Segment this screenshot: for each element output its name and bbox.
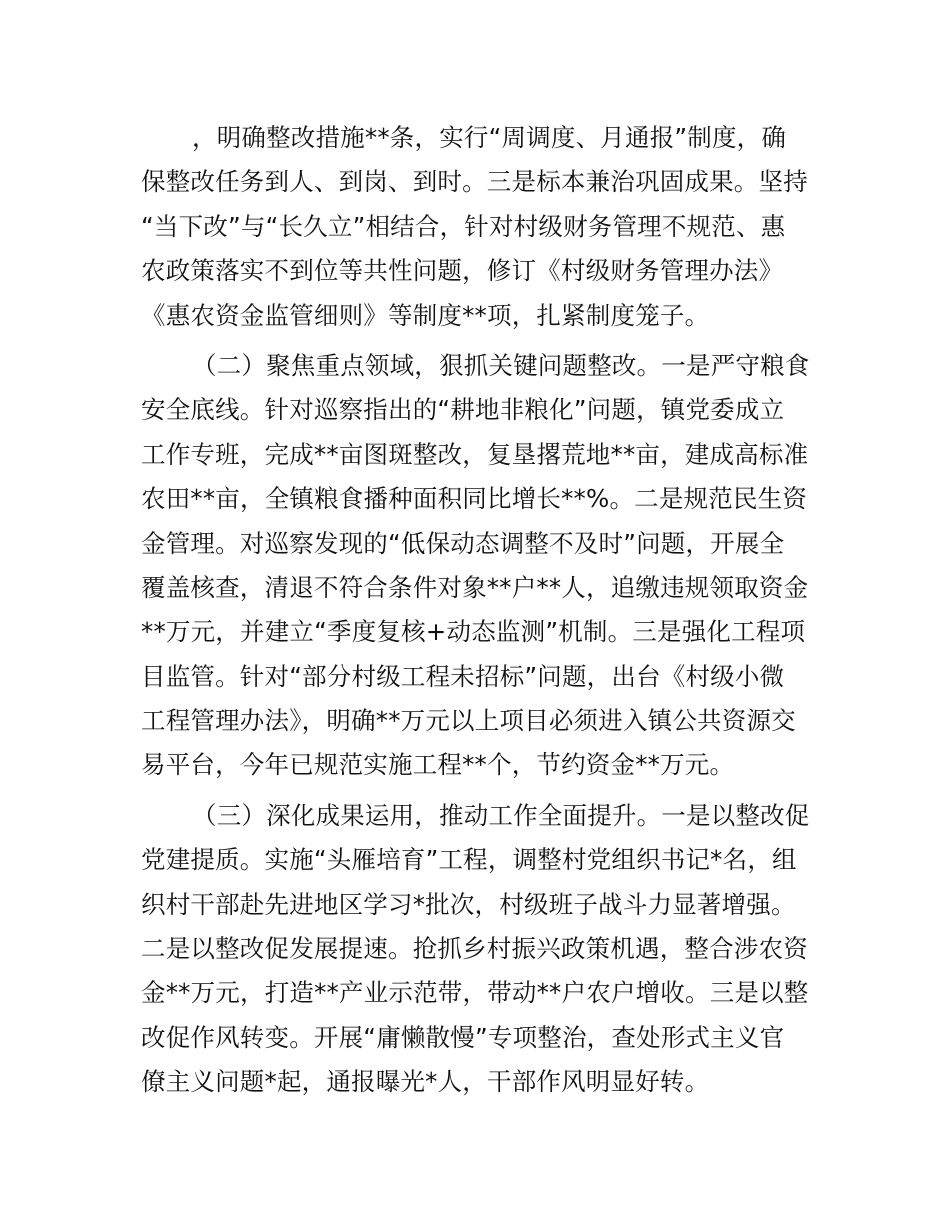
paragraph-1 (141, 116, 811, 338)
text-line: 农田**亩，全镇粮食播种面积同比增长**%。二是规范民生资 (141, 484, 808, 514)
text-line: 僚主义问题*起，通报曝光*人，干部作风明显好转。 (141, 1067, 710, 1097)
text-line: 二是以整改促发展提速。抢抓乡村振兴政策机遇，整合涉农资 (141, 934, 808, 964)
document-body (141, 116, 811, 1105)
text-line: **万元，并建立“季度复核+动态监测”机制。三是强化工程项 (141, 617, 806, 647)
text-line: 覆盖核查，清退不符合条件对象**户**人，追缴违规领取资金 (141, 572, 809, 602)
text-line: 保整改任务到人、到岗、到时。三是标本兼治巩固成果。坚持 (141, 167, 808, 197)
text-line: 目监管。针对“部分村级工程未招标”问题，出台《村级小微 (141, 661, 785, 691)
text-line: 《惠农资金监管细则》等制度**项，扎紧制度笼子。 (141, 300, 710, 330)
text-line: “当下改”与“长久立”相结合，针对村级财务管理不规范、惠 (141, 211, 786, 241)
text-line: 党建提质。实施“头雁培育”工程，调整村党组织书记*名，组 (141, 845, 797, 875)
text-line: 金管理。对巡察发现的“低保动态调整不及时”问题，开展全 (141, 528, 785, 558)
text-line: （三）深化成果运用，推动工作全面提升。一是以整改促 (192, 800, 810, 830)
text-line: 易平台，今年已规范实施工程**个，节约资金**万元。 (141, 750, 735, 780)
text-line: 安全底线。针对巡察指出的“耕地非粮化”问题，镇党委成立 (141, 395, 785, 425)
text-line: 改促作风转变。开展“庸懒散慢”专项整治，查处形式主义官 (141, 1022, 785, 1052)
paragraph-2 (141, 344, 811, 788)
text-line: 农政策落实不到位等共性问题，修订《村级财务管理办法》 (141, 256, 784, 286)
text-line: （二）聚焦重点领域，狠抓关键问题整改。一是严守粮食 (192, 350, 810, 380)
text-line: 织村干部赴先进地区学习*批次，村级班子战斗力显著增强。 (141, 889, 796, 919)
text-line: 工作专班，完成**亩图斑整改，复垦撂荒地**亩，建成高标准 (141, 439, 809, 469)
text-line: 工程管理办法》，明确**万元以上项目必须进入镇公共资源交 (141, 706, 796, 736)
paragraph-3 (141, 794, 811, 1105)
text-line: 金**万元，打造**产业示范带，带动**户农户增收。三是以整 (141, 978, 809, 1008)
text-line: ，明确整改措施**条，实行“周调度、月通报”制度，确 (192, 123, 787, 152)
